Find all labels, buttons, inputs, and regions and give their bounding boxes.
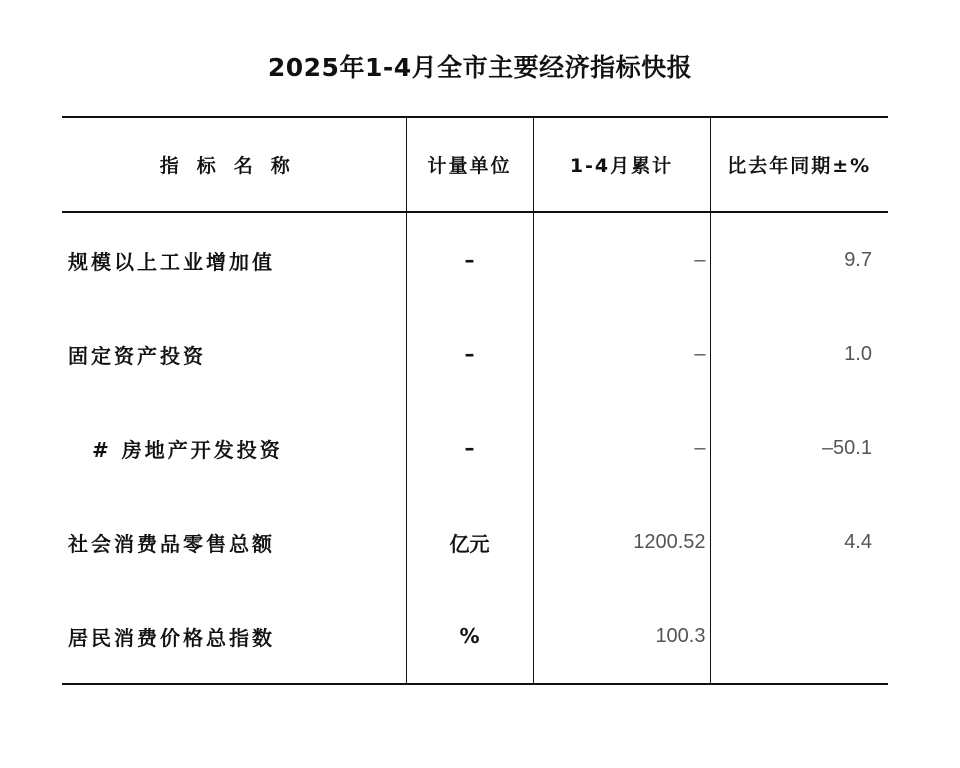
row-indicator-name: 社会消费品零售总额 (68, 531, 275, 556)
row-indicator-name: 居民消费价格总指数 (62, 589, 406, 684)
row-unit: – (406, 307, 533, 401)
header-yoy-change: 比去年同期±% (710, 117, 888, 212)
row-unit: % (406, 589, 533, 684)
row-yoy-change: 9.7 (710, 212, 888, 307)
report-title: 2025年1-4月全市主要经济指标快报 (267, 53, 693, 82)
row-yoy-change: 4.4 (710, 495, 888, 589)
table-header-row (62, 117, 888, 212)
row-cumulative: – (533, 307, 710, 401)
header-indicator-name: 指标名称 (62, 117, 406, 212)
row-unit: – (406, 212, 533, 307)
row-indicator-name: # 房地产开发投资 (92, 437, 283, 462)
row-yoy-change (710, 589, 888, 684)
indicator-table-container (62, 116, 888, 685)
table-row (62, 212, 888, 307)
table-row (62, 307, 888, 401)
table-row (62, 495, 888, 589)
indicator-table (62, 116, 888, 685)
row-indicator-name: 固定资产投资 (68, 343, 206, 368)
row-indicator-name: 规模以上工业增加值 (68, 249, 275, 274)
row-yoy-change: –50.1 (710, 401, 888, 495)
row-unit: 亿元 (406, 495, 533, 589)
header-unit: 计量单位 (406, 117, 533, 212)
row-yoy-change: 1.0 (710, 307, 888, 401)
row-cumulative: 1200.52 (533, 495, 710, 589)
row-cumulative: 100.3 (533, 589, 710, 684)
row-cumulative: – (533, 401, 710, 495)
table-row (62, 589, 888, 684)
header-cumulative: 1-4月累计 (533, 117, 710, 212)
table-row (62, 401, 888, 495)
row-cumulative: – (533, 212, 710, 307)
row-unit: – (406, 401, 533, 495)
